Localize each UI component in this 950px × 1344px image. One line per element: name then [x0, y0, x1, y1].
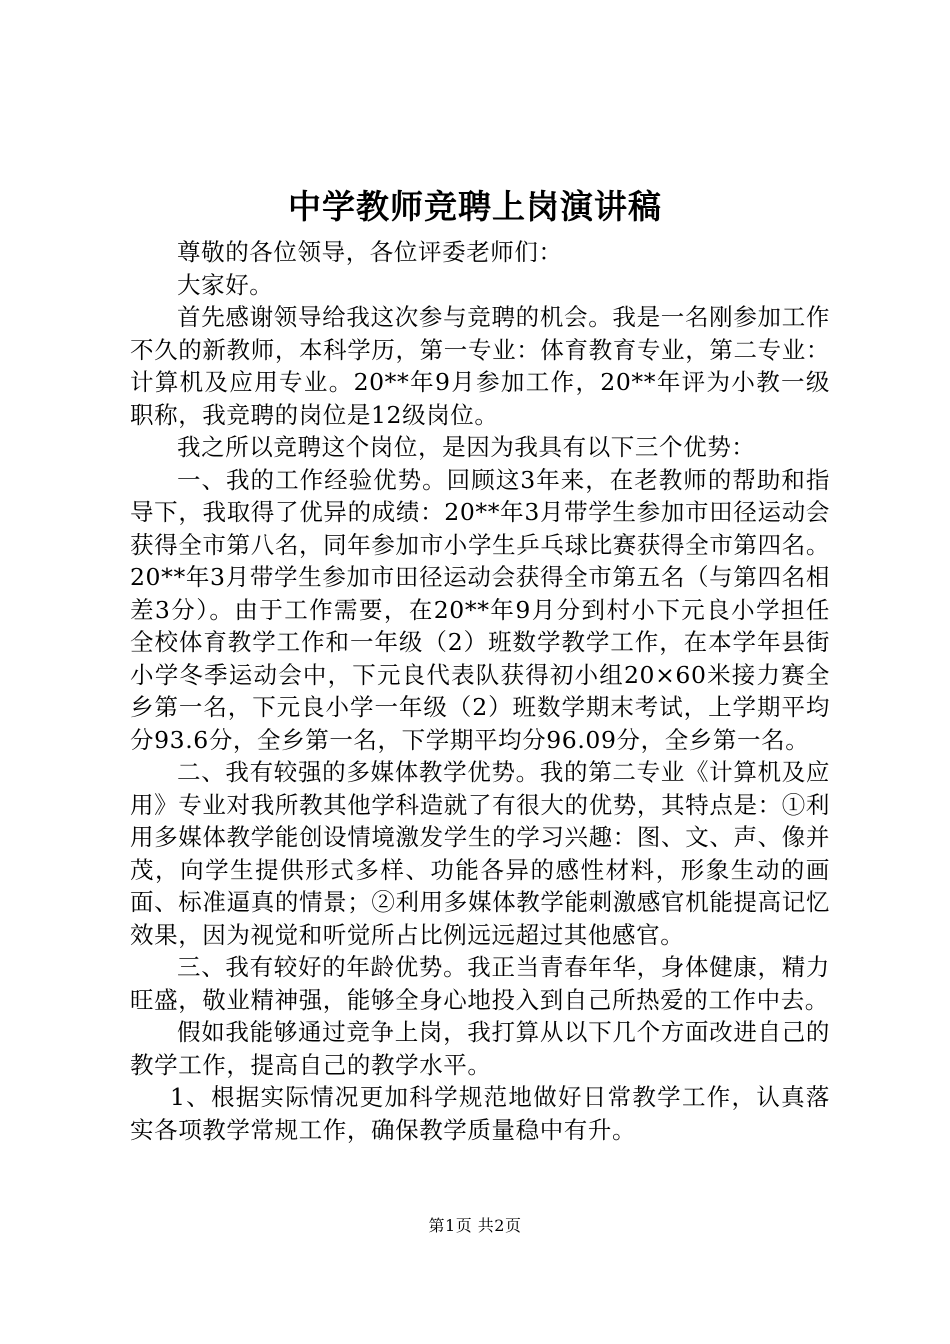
paragraph-greeting: 大家好。	[177, 270, 274, 299]
paragraph-plan-item-1: 1、根据实际情况更加科学规范地做好日常教学工作，认真落实各项教学常规工作，确保教学质量稳中有升。	[130, 1083, 830, 1144]
document-title: 中学教师竞聘上岗演讲稿	[288, 187, 662, 226]
paragraph-advantage-age: 三、我有较好的年龄优势。我正当青春年华，身体健康，精力旺盛，敬业精神强，能够全身心地投入到自己所热爱的工作中去。	[130, 953, 830, 1014]
paragraph-advantages-intro: 我之所以竞聘这个岗位，是因为我具有以下三个优势：	[177, 433, 756, 461]
page-footer: 第1页 共2页	[428, 1216, 522, 1235]
document-body	[130, 236, 830, 1146]
paragraph-plan-intro: 假如我能够通过竞争上岗，我打算从以下几个方面改进自己的教学工作，提高自己的教学水平。	[130, 1018, 830, 1079]
paragraph-advantage-experience: 一、我的工作经验优势。回顾这3年来，在老教师的帮助和指导下，我取得了优异的成绩：20**年3月带学生参加市田径运动会获得全市第八名，同年参加市小学生乒乓球比赛获得全市第四名。20**年3月带学生参加市田径运动会获得全市第五名（与第四名相差3分）。由于工作需要，在20**年9月分到村小下元良小学担任全校体育教学工作和一年级（2）班数学教学工作，在本学年县街小学冬季运动会中，下元良代表队获得初小组20×60米接力赛全乡第一名，下元良小学一年级（2）班数学期末考试，上学期平均分93.6分，全乡第一名，下学期平均分96.09分，全乡第一名。	[130, 465, 830, 754]
paragraph-advantage-multimedia: 二、我有较强的多媒体教学优势。我的第二专业《计算机及应用》专业对我所教其他学科造就了有很大的优势，其特点是：①利用多媒体教学能创设情境激发学生的学习兴趣：图、文、声、像并茂，向学生提供形式多样、功能各异的感性材料，形象生动的画面、标准逼真的情景；②利用多媒体教学能刺激感官机能提高记忆效果，因为视觉和听觉所占比例远远超过其他感官。	[130, 758, 830, 949]
paragraph-salutation: 尊敬的各位领导，各位评委老师们：	[177, 238, 563, 266]
paragraph-introduction: 首先感谢领导给我这次参与竞聘的机会。我是一名刚参加工作不久的新教师，本科学历，第一专业：体育教育专业，第二专业：计算机及应用专业。20**年9月参加工作，20**年评为小教一级职称，我竞聘的岗位是12级岗位。	[130, 303, 830, 429]
